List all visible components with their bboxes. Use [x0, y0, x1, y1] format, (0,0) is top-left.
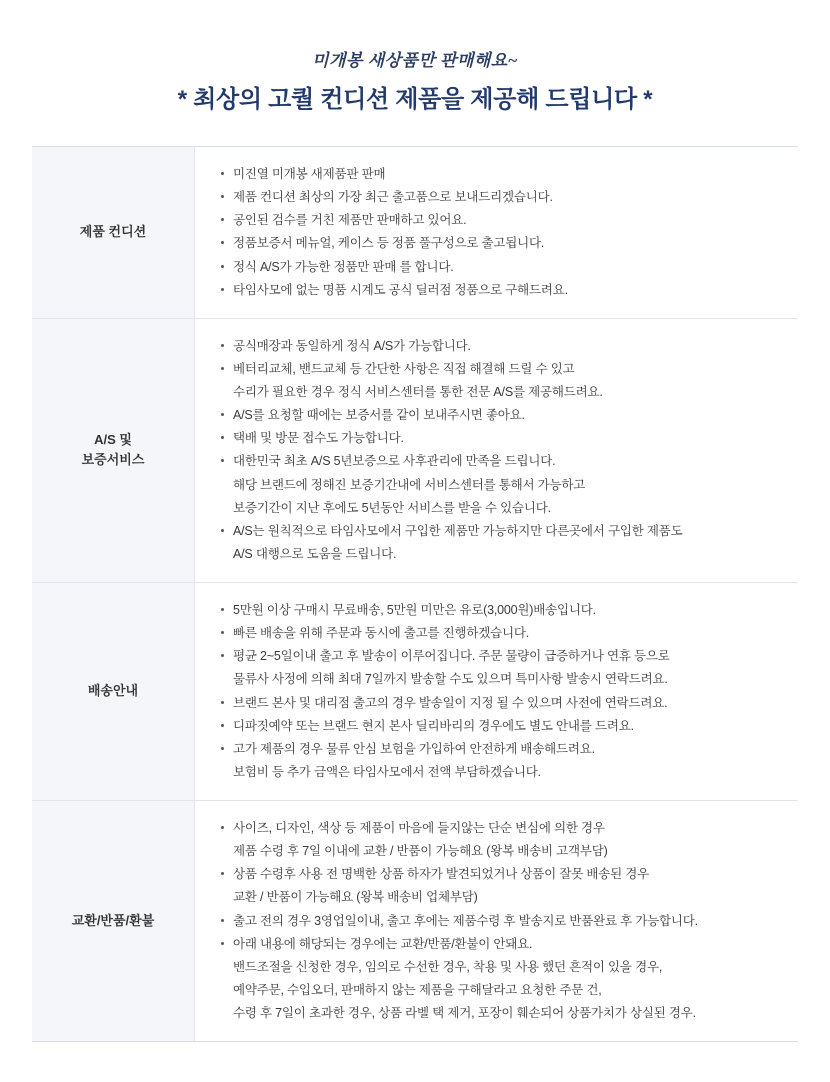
- list-item: 브랜드 본사 및 대리점 출고의 경우 발송일이 지정 될 수 있으며 사전에 연락드려요.: [219, 692, 786, 715]
- row-label-exchange-return-refund: 교환/반품/환불: [32, 801, 195, 1042]
- bottom-spacer: [0, 1042, 830, 1082]
- info-table-wrapper: [32, 146, 798, 1042]
- info-table: [32, 147, 798, 1041]
- list-item-continuation: 제품 수령 후 7일 이내에 교환 / 반품이 가능해요 (왕복 배송비 고객부담): [233, 844, 608, 859]
- list-item: 미진열 미개봉 새제품판 판매: [219, 163, 786, 186]
- row-label-as-warranty: [32, 318, 195, 582]
- list-item: 베터리교체, 밴드교체 등 간단한 사항은 직접 해결해 드릴 수 있고: [219, 358, 786, 381]
- row-label-line-2: 보증서비스: [81, 452, 145, 468]
- row-content-exchange-return-refund: [195, 801, 799, 1042]
- list-item-continuation: 보험비 등 추가 금액은 타임사모에서 전액 부담하겠습니다.: [233, 764, 541, 779]
- page-header: [0, 0, 830, 114]
- line-list: [219, 335, 786, 566]
- list-item: A/S는 원칙적으로 타임사모에서 구입한 제품만 가능하지만 다른곳에서 구입한 제품도: [219, 520, 786, 543]
- row-content-as-warranty: [195, 318, 799, 582]
- row-label-shipping: 배송안내: [32, 583, 195, 801]
- table-row: [32, 318, 798, 582]
- list-item: 아래 내용에 해당되는 경우에는 교환/반품/환불이 안돼요.: [219, 933, 786, 956]
- list-item-continuation: A/S 대행으로 도움을 드립니다.: [233, 546, 397, 561]
- row-label-product-condition: 제품 컨디션: [32, 147, 195, 318]
- header-subtitle: 미개봉 새상품만 판매해요~: [312, 51, 518, 70]
- list-item: 공식매장과 동일하게 정식 A/S가 가능합니다.: [219, 335, 786, 358]
- list-item: 정품보증서 메뉴얼, 케이스 등 정품 풀구성으로 출고됩니다.: [219, 232, 786, 255]
- list-item: 정식 A/S가 가능한 정품만 판매 를 합니다.: [219, 256, 786, 279]
- list-item: A/S를 요청할 때에는 보증서를 같이 보내주시면 좋아요.: [219, 404, 786, 427]
- list-item: 사이즈, 디자인, 색상 등 제품이 마음에 들지않는 단순 변심에 의한 경우: [219, 817, 786, 840]
- list-item: 대한민국 최초 A/S 5년보증으로 사후관리에 만족을 드립니다.: [219, 450, 786, 473]
- list-item: 제품 컨디션 최상의 가장 최근 출고품으로 보내드리겠습니다.: [219, 186, 786, 209]
- list-item-continuation: 예약주문, 수입오더, 판매하지 않는 제품을 구해달라고 요청한 주문 건,: [233, 982, 602, 997]
- list-item-continuation: 수령 후 7일이 초과한 경우, 상품 라벨 택 제거, 포장이 훼손되어 상품가치가 상실된 경우.: [233, 1006, 696, 1020]
- line-list: [219, 817, 786, 1025]
- line-list: [219, 599, 786, 784]
- list-item-continuation: 보증기간이 지난 후에도 5년동안 서비스를 받을 수 있습니다.: [233, 500, 551, 515]
- row-label-line-1: A/S 및: [94, 431, 132, 447]
- table-row: [32, 801, 798, 1042]
- list-item: 디파짓예약 또는 브랜드 현지 본사 딜리바리의 경우에도 별도 안내를 드려요.: [219, 715, 786, 738]
- line-list: [219, 163, 786, 302]
- row-content-shipping: [195, 583, 799, 801]
- table-row: [32, 147, 798, 318]
- list-item: 평균 2~5일이내 출고 후 발송이 이루어집니다. 주문 물량이 급증하거나 연휴 등으로: [219, 645, 786, 668]
- list-item-continuation: 해당 브랜드에 정해진 보증기간내에 서비스센터를 통해서 가능하고: [233, 477, 586, 492]
- list-item-continuation: 물류사 사정에 의해 최대 7일까지 발송할 수도 있으며 특미사항 발송시 연락드려요.: [233, 672, 668, 687]
- list-item: 고가 제품의 경우 물류 안심 보험을 가입하여 안전하게 배송해드려요.: [219, 738, 786, 761]
- list-item-continuation: 밴드조절을 신청한 경우, 임의로 수선한 경우, 착용 및 사용 했던 흔적이 있을 경우,: [233, 959, 663, 974]
- table-row: [32, 583, 798, 801]
- page-title: * 최상의 고퀄 컨디션 제품을 제공해 드립니다 *: [177, 86, 653, 113]
- list-item: 5만원 이상 구매시 무료배송, 5만원 미만은 유로(3,000원)배송입니다.: [219, 599, 786, 622]
- list-item: 출고 전의 경우 3영업일이내, 출고 후에는 제품수령 후 발송지로 반품완료 후 가능합니다.: [219, 910, 786, 933]
- row-content-product-condition: [195, 147, 799, 318]
- list-item: 상품 수령후 사용 전 명백한 상품 하자가 발견되었거나 상품이 잘못 배송된 경우: [219, 863, 786, 886]
- list-item: 빠른 배송을 위해 주문과 동시에 출고를 진행하겠습니다.: [219, 622, 786, 645]
- list-item: 공인된 검수를 거친 제품만 판매하고 있어요.: [219, 209, 786, 232]
- list-item-continuation: 수리가 필요한 경우 정식 서비스센터를 통한 전문 A/S를 제공해드려요.: [233, 385, 603, 399]
- list-item-continuation: 교환 / 반품이 가능해요 (왕복 배송비 업체부담): [233, 890, 478, 905]
- list-item: 택배 및 방문 접수도 가능합니다.: [219, 427, 786, 450]
- list-item: 타임사모에 없는 명품 시계도 공식 딜러점 정품으로 구해드려요.: [219, 279, 786, 302]
- info-table-body: [32, 147, 798, 1041]
